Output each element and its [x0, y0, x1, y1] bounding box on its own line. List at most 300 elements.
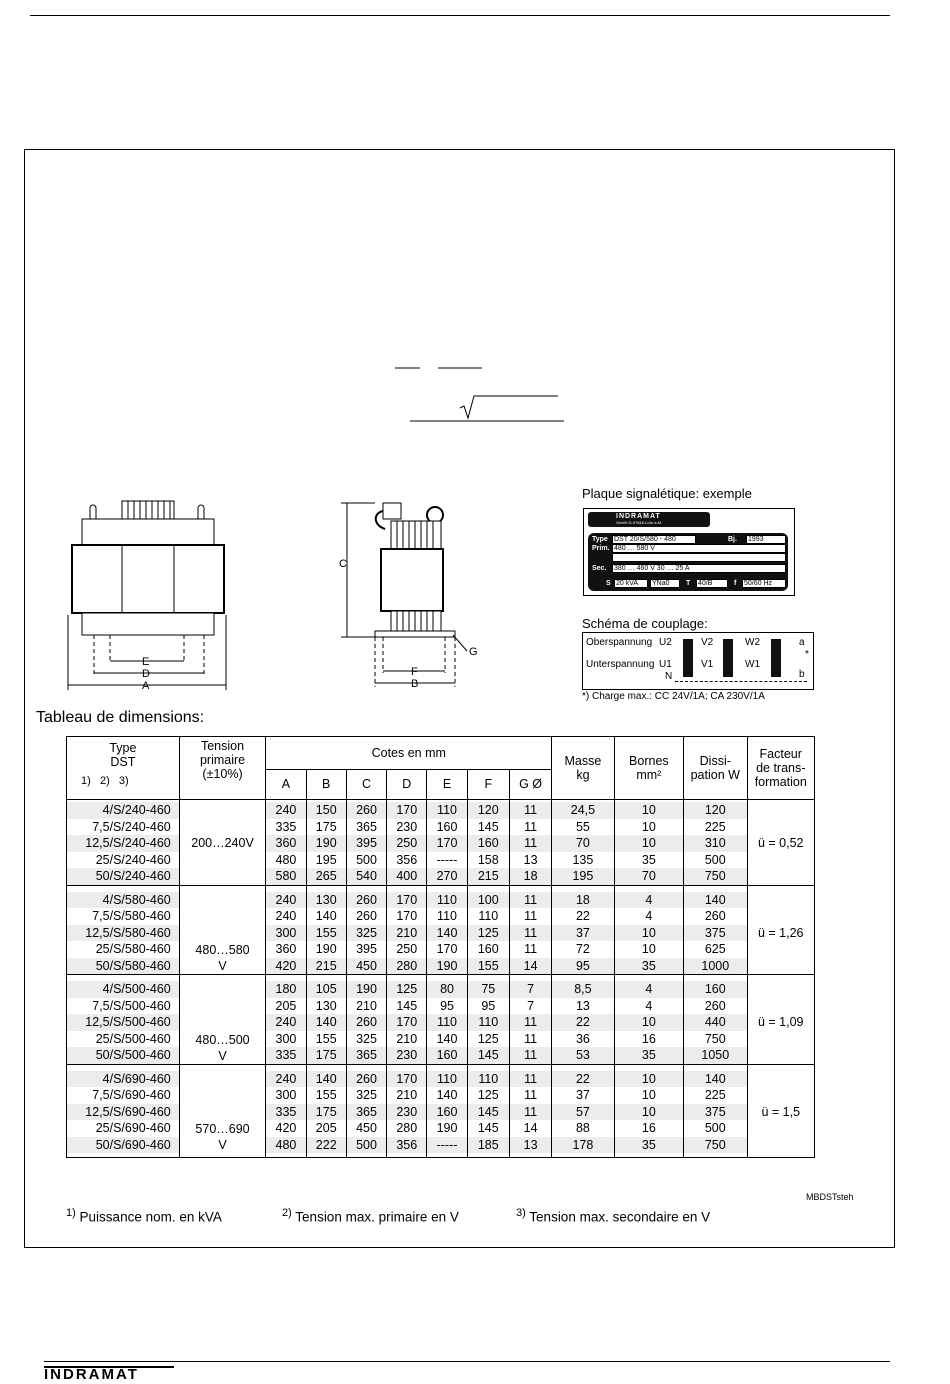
side-view-drawing — [335, 495, 490, 695]
dissipation-cell: 120 — [684, 802, 747, 819]
col-b-cell: 175 — [306, 819, 346, 836]
col-e-cell: 170 — [427, 835, 467, 852]
footnote-1 — [66, 1207, 222, 1225]
bornes-cell: 35 — [614, 958, 683, 975]
col-c-cell: 260 — [346, 1071, 386, 1088]
winding-v — [723, 639, 733, 677]
table-row — [67, 868, 815, 885]
col-a-cell: 335 — [266, 819, 306, 836]
bornes-cell: 10 — [614, 941, 683, 958]
type-cell: 25/S/580-460 — [67, 941, 180, 958]
col-d-cell: 170 — [387, 908, 427, 925]
col-f-cell: 145 — [467, 1120, 509, 1137]
col-c-cell: 260 — [346, 802, 386, 819]
sec-value: 380 … 460 V 30 … 25 A — [612, 564, 786, 573]
col-d-cell: 230 — [387, 1104, 427, 1121]
u1-label: U1 — [659, 659, 672, 670]
facteur-cell: ü = 1,5 — [747, 1071, 815, 1154]
indramat-logo: INDRAMAT — [44, 1366, 174, 1384]
col-e-cell: 95 — [427, 998, 467, 1015]
tension-cell — [179, 1071, 266, 1154]
col-c-cell: 395 — [346, 941, 386, 958]
header-dissipation-label: Dissi-pation W — [690, 754, 740, 782]
bornes-cell: 10 — [614, 1087, 683, 1104]
col-a-cell: 300 — [266, 1031, 306, 1048]
w2-label: W2 — [745, 637, 760, 648]
masse-cell: 24,5 — [552, 802, 614, 819]
table-row — [67, 1120, 815, 1137]
tension-cell — [179, 981, 266, 1064]
col-b-cell: 140 — [306, 908, 346, 925]
col-g-cell: 11 — [509, 892, 551, 909]
header-col-b: B — [306, 769, 346, 799]
col-b-cell: 175 — [306, 1104, 346, 1121]
col-a-cell: 420 — [266, 1120, 306, 1137]
dim-g-label: G — [469, 646, 478, 658]
bornes-cell: 35 — [614, 852, 683, 869]
unter-label: Unterspannung — [586, 659, 655, 670]
footnote-3 — [516, 1207, 710, 1225]
type-cell: 25/S/500-460 — [67, 1031, 180, 1048]
bornes-cell: 4 — [614, 892, 683, 909]
header-masse — [552, 737, 614, 800]
masse-cell: 88 — [552, 1120, 614, 1137]
masse-cell: 53 — [552, 1047, 614, 1064]
masse-cell: 55 — [552, 819, 614, 836]
table-row — [67, 1071, 815, 1088]
col-f-cell: 145 — [467, 1047, 509, 1064]
dissipation-cell: 500 — [684, 852, 747, 869]
type-cell: 12,5/S/690-460 — [67, 1104, 180, 1121]
neutral-line — [675, 681, 807, 682]
header-cotes: Cotes en mm — [266, 737, 552, 770]
dim-f-label: F — [411, 666, 418, 678]
col-a-cell: 360 — [266, 835, 306, 852]
col-b-cell: 190 — [306, 941, 346, 958]
col-d-cell: 356 — [387, 852, 427, 869]
dissipation-cell: 375 — [684, 1104, 747, 1121]
dissipation-cell: 750 — [684, 1137, 747, 1154]
col-g-cell: 13 — [509, 852, 551, 869]
bornes-cell: 4 — [614, 908, 683, 925]
header-bornes-label: Bornes mm² — [629, 754, 669, 782]
prim-label: Prim. — [592, 545, 610, 552]
dissipation-cell: 140 — [684, 1071, 747, 1088]
dissipation-cell: 750 — [684, 1031, 747, 1048]
col-d-cell: 170 — [387, 1071, 427, 1088]
s-value: 20 kVA — [614, 579, 648, 588]
bj-value: 1993 — [746, 535, 786, 544]
col-e-cell: 160 — [427, 1104, 467, 1121]
col-d-cell: 356 — [387, 1137, 427, 1154]
header-col-c: C — [346, 769, 386, 799]
col-f-cell: 145 — [467, 1104, 509, 1121]
col-f-cell: 160 — [467, 835, 509, 852]
footnote-2 — [282, 1207, 459, 1225]
dim-b-label: B — [411, 678, 419, 690]
dissipation-cell: 260 — [684, 998, 747, 1015]
top-rule — [30, 15, 890, 16]
bornes-cell: 35 — [614, 1137, 683, 1154]
col-g-cell: 11 — [509, 1014, 551, 1031]
footnote-1-text: Puissance nom. en kVA — [79, 1209, 222, 1225]
nameplate-example — [583, 508, 795, 596]
col-a-cell: 240 — [266, 802, 306, 819]
col-c-cell: 325 — [346, 1031, 386, 1048]
type-cell: 12,5/S/240-460 — [67, 835, 180, 852]
col-c-cell: 500 — [346, 1137, 386, 1154]
col-b-cell: 205 — [306, 1120, 346, 1137]
table-row — [67, 1137, 815, 1154]
s-label: S — [606, 580, 611, 587]
col-a-cell: 180 — [266, 981, 306, 998]
type-cell: 12,5/S/500-460 — [67, 1014, 180, 1031]
col-d-cell: 250 — [387, 941, 427, 958]
type-cell: 12,5/S/580-460 — [67, 925, 180, 942]
bj-label: Bj. — [728, 536, 737, 543]
dissipation-cell: 225 — [684, 1087, 747, 1104]
type-cell: 4/S/240-460 — [67, 802, 180, 819]
col-f-cell: 125 — [467, 925, 509, 942]
col-e-cell: 270 — [427, 868, 467, 885]
col-f-cell: 95 — [467, 998, 509, 1015]
col-g-cell: 11 — [509, 1104, 551, 1121]
bornes-cell: 35 — [614, 1047, 683, 1064]
col-c-cell: 450 — [346, 958, 386, 975]
footnote-3-num: 3) — [516, 1207, 526, 1219]
winding-w — [771, 639, 781, 677]
dim-c-label: C — [339, 558, 347, 570]
header-col-g: G Ø — [509, 769, 551, 799]
col-b-cell: 150 — [306, 802, 346, 819]
bornes-cell: 16 — [614, 1031, 683, 1048]
col-c-cell: 395 — [346, 835, 386, 852]
col-f-cell: 75 — [467, 981, 509, 998]
coupling-note: *) Charge max.: CC 24V/1A; CA 230V/1A — [582, 691, 765, 702]
bornes-cell: 4 — [614, 981, 683, 998]
col-e-cell: 110 — [427, 892, 467, 909]
table-row — [67, 1031, 815, 1048]
col-b-cell: 155 — [306, 1087, 346, 1104]
w1-label: W1 — [745, 659, 760, 670]
footnote-2-num: 2) — [282, 1207, 292, 1219]
footnote-2-text: Tension max. primaire en V — [295, 1209, 459, 1225]
header-col-e: E — [427, 769, 467, 799]
col-f-cell: 125 — [467, 1031, 509, 1048]
col-g-cell: 11 — [509, 1071, 551, 1088]
masse-cell: 22 — [552, 1071, 614, 1088]
header-col-f: F — [467, 769, 509, 799]
f-label: f — [734, 580, 737, 587]
col-a-cell: 240 — [266, 1014, 306, 1031]
col-g-cell: 11 — [509, 1031, 551, 1048]
col-g-cell: 14 — [509, 958, 551, 975]
a-label: a — [799, 637, 805, 648]
type-cell: 7,5/S/240-460 — [67, 819, 180, 836]
col-c-cell: 365 — [346, 1047, 386, 1064]
col-g-cell: 11 — [509, 819, 551, 836]
tension-value: 480…500 V — [195, 1032, 250, 1063]
col-b-cell: 140 — [306, 1071, 346, 1088]
n-label: N — [665, 671, 673, 682]
nameplate-heading: Plaque signalétique: exemple — [582, 486, 752, 501]
type-label: Type — [592, 536, 608, 543]
col-f-cell: 185 — [467, 1137, 509, 1154]
col-g-cell: 11 — [509, 941, 551, 958]
col-b-cell: 222 — [306, 1137, 346, 1154]
bornes-cell: 10 — [614, 925, 683, 942]
masse-cell: 37 — [552, 1087, 614, 1104]
col-a-cell: 300 — [266, 1087, 306, 1104]
dissipation-cell: 375 — [684, 925, 747, 942]
col-b-cell: 140 — [306, 1014, 346, 1031]
col-e-cell: 110 — [427, 908, 467, 925]
dissipation-cell: 500 — [684, 1120, 747, 1137]
col-d-cell: 210 — [387, 1031, 427, 1048]
col-e-cell: 110 — [427, 1014, 467, 1031]
dissipation-cell: 310 — [684, 835, 747, 852]
col-b-cell: 215 — [306, 958, 346, 975]
f-value: 50/60 Hz — [742, 579, 786, 588]
prim-value: 480 … 580 V — [612, 544, 786, 553]
col-g-cell: 13 — [509, 1137, 551, 1154]
col-f-cell: 110 — [467, 1014, 509, 1031]
masse-cell: 8,5 — [552, 981, 614, 998]
nameplate-brand-sub: GmbH D-97816 Lohr a.M. — [616, 520, 663, 525]
col-e-cell: 140 — [427, 1031, 467, 1048]
col-d-cell: 125 — [387, 981, 427, 998]
table-body — [67, 800, 815, 1158]
col-a-cell: 300 — [266, 925, 306, 942]
facteur-cell: ü = 0,52 — [747, 802, 815, 885]
bornes-cell: 70 — [614, 868, 683, 885]
col-e-cell: 190 — [427, 1120, 467, 1137]
masse-cell: 135 — [552, 852, 614, 869]
col-g-cell: 14 — [509, 1120, 551, 1137]
col-a-cell: 360 — [266, 941, 306, 958]
col-a-cell: 480 — [266, 1137, 306, 1154]
col-g-cell: 11 — [509, 908, 551, 925]
col-a-cell: 335 — [266, 1047, 306, 1064]
dim-d-label: D — [142, 668, 150, 680]
table-end-row — [67, 1153, 815, 1158]
tension-value: 200…240V — [191, 836, 254, 851]
col-d-cell: 230 — [387, 819, 427, 836]
table-row — [67, 958, 815, 975]
col-g-cell: 7 — [509, 981, 551, 998]
col-d-cell: 210 — [387, 1087, 427, 1104]
header-facteur-label: Facteur de trans-formation — [754, 747, 807, 789]
header-dissipation — [684, 737, 747, 800]
col-b-cell: 190 — [306, 835, 346, 852]
col-c-cell: 450 — [346, 1120, 386, 1137]
dissipation-cell: 440 — [684, 1014, 747, 1031]
col-b-cell: 195 — [306, 852, 346, 869]
table-reference: MBDSTsteh — [806, 1192, 854, 1202]
type-cell: 4/S/690-460 — [67, 1071, 180, 1088]
col-a-cell: 480 — [266, 852, 306, 869]
type-cell: 4/S/500-460 — [67, 981, 180, 998]
col-c-cell: 260 — [346, 908, 386, 925]
u2-label: U2 — [659, 637, 672, 648]
tension-value: 480…580 V — [195, 943, 250, 973]
col-d-cell: 400 — [387, 868, 427, 885]
col-c-cell: 365 — [346, 819, 386, 836]
col-c-cell: 540 — [346, 868, 386, 885]
header-col-a: A — [266, 769, 306, 799]
header-tension-label: Tension primaire (±10%) — [199, 739, 246, 781]
col-g-cell: 11 — [509, 802, 551, 819]
header-tension — [179, 737, 266, 800]
col-g-cell: 11 — [509, 1047, 551, 1064]
col-a-cell: 420 — [266, 958, 306, 975]
col-g-cell: 11 — [509, 925, 551, 942]
col-f-cell: 155 — [467, 958, 509, 975]
masse-cell: 195 — [552, 868, 614, 885]
t-value: 40/B — [696, 579, 728, 588]
col-a-cell: 580 — [266, 868, 306, 885]
footnote-1-num: 1) — [66, 1207, 76, 1219]
col-g-cell: 11 — [509, 835, 551, 852]
col-a-cell: 205 — [266, 998, 306, 1015]
ober-label: Oberspannung — [586, 637, 653, 648]
type-cell: 4/S/580-460 — [67, 892, 180, 909]
dissipation-cell: 1000 — [684, 958, 747, 975]
dissipation-cell: 750 — [684, 868, 747, 885]
nameplate-brand-box — [588, 512, 710, 527]
col-e-cell: 190 — [427, 958, 467, 975]
type-cell: 50/S/500-460 — [67, 1047, 180, 1064]
col-e-cell: 160 — [427, 819, 467, 836]
col-b-cell: 105 — [306, 981, 346, 998]
table-row — [67, 1087, 815, 1104]
col-d-cell: 210 — [387, 925, 427, 942]
header-type-label: Type DST — [109, 741, 137, 769]
type-cell: 7,5/S/580-460 — [67, 908, 180, 925]
table-row — [67, 998, 815, 1015]
dim-e-label: E — [142, 656, 150, 668]
bornes-cell: 10 — [614, 819, 683, 836]
col-c-cell: 500 — [346, 852, 386, 869]
masse-cell: 95 — [552, 958, 614, 975]
type-cell: 50/S/240-460 — [67, 868, 180, 885]
col-c-cell: 325 — [346, 1087, 386, 1104]
col-f-cell: 158 — [467, 852, 509, 869]
col-d-cell: 230 — [387, 1047, 427, 1064]
col-b-cell: 155 — [306, 1031, 346, 1048]
header-type — [67, 737, 180, 800]
masse-cell: 18 — [552, 892, 614, 909]
formula-fragment — [390, 360, 570, 430]
col-c-cell: 190 — [346, 981, 386, 998]
dissipation-cell: 625 — [684, 941, 747, 958]
dim-a-label: A — [142, 680, 150, 692]
col-e-cell: 160 — [427, 1047, 467, 1064]
bornes-cell: 4 — [614, 998, 683, 1015]
table-row — [67, 892, 815, 909]
bornes-cell: 10 — [614, 802, 683, 819]
col-d-cell: 170 — [387, 802, 427, 819]
table-row — [67, 1014, 815, 1031]
table-row — [67, 908, 815, 925]
col-f-cell: 110 — [467, 908, 509, 925]
dissipation-cell: 1050 — [684, 1047, 747, 1064]
coupling-heading: Schéma de couplage: — [582, 616, 708, 631]
table-row — [67, 1104, 815, 1121]
col-e-cell: ----- — [427, 852, 467, 869]
table-row — [67, 981, 815, 998]
masse-cell: 37 — [552, 925, 614, 942]
col-a-cell: 240 — [266, 892, 306, 909]
col-b-cell: 130 — [306, 892, 346, 909]
table-row — [67, 925, 815, 942]
facteur-cell: ü = 1,26 — [747, 892, 815, 975]
nameplate-brand: INDRAMAT — [616, 513, 661, 520]
col-c-cell: 260 — [346, 1014, 386, 1031]
tension-cell — [179, 892, 266, 975]
dissipation-cell: 260 — [684, 908, 747, 925]
header-facteur — [747, 737, 815, 800]
col-f-cell: 145 — [467, 819, 509, 836]
winding-u — [683, 639, 693, 677]
col-b-cell: 175 — [306, 1047, 346, 1064]
type-cell: 7,5/S/500-460 — [67, 998, 180, 1015]
type-value: DST 20/S/580 - 480 — [612, 535, 696, 544]
dissipation-cell: 140 — [684, 892, 747, 909]
table-row — [67, 852, 815, 869]
col-e-cell: 140 — [427, 925, 467, 942]
footnote-3-text: Tension max. secondaire en V — [529, 1209, 711, 1225]
bornes-cell: 16 — [614, 1120, 683, 1137]
col-e-cell: 170 — [427, 941, 467, 958]
col-d-cell: 280 — [387, 958, 427, 975]
col-g-cell: 18 — [509, 868, 551, 885]
b-label: b — [799, 669, 805, 680]
col-g-cell: 7 — [509, 998, 551, 1015]
col-b-cell: 155 — [306, 925, 346, 942]
col-e-cell: ----- — [427, 1137, 467, 1154]
col-c-cell: 210 — [346, 998, 386, 1015]
masse-cell: 178 — [552, 1137, 614, 1154]
col-d-cell: 170 — [387, 892, 427, 909]
t-label: T — [686, 580, 691, 587]
col-c-cell: 260 — [346, 892, 386, 909]
header-type-notes: 1) 2) 3) — [81, 775, 129, 787]
type-cell: 50/S/690-460 — [67, 1137, 180, 1154]
col-e-cell: 140 — [427, 1087, 467, 1104]
table-row — [67, 1047, 815, 1064]
bornes-cell: 10 — [614, 1014, 683, 1031]
masse-cell: 57 — [552, 1104, 614, 1121]
col-a-cell: 240 — [266, 908, 306, 925]
col-f-cell: 160 — [467, 941, 509, 958]
header-masse-label: Masse kg — [564, 754, 602, 782]
col-a-cell: 240 — [266, 1071, 306, 1088]
col-e-cell: 80 — [427, 981, 467, 998]
type-cell: 25/S/240-460 — [67, 852, 180, 869]
col-d-cell: 145 — [387, 998, 427, 1015]
col-d-cell: 280 — [387, 1120, 427, 1137]
header-bornes — [614, 737, 683, 800]
bornes-cell: 10 — [614, 1104, 683, 1121]
dimensions-table — [66, 736, 815, 1158]
v1-label: V1 — [701, 659, 714, 670]
col-d-cell: 250 — [387, 835, 427, 852]
col-f-cell: 125 — [467, 1087, 509, 1104]
bornes-cell: 10 — [614, 835, 683, 852]
masse-cell: 72 — [552, 941, 614, 958]
yna-value: YNa0 — [650, 579, 680, 588]
